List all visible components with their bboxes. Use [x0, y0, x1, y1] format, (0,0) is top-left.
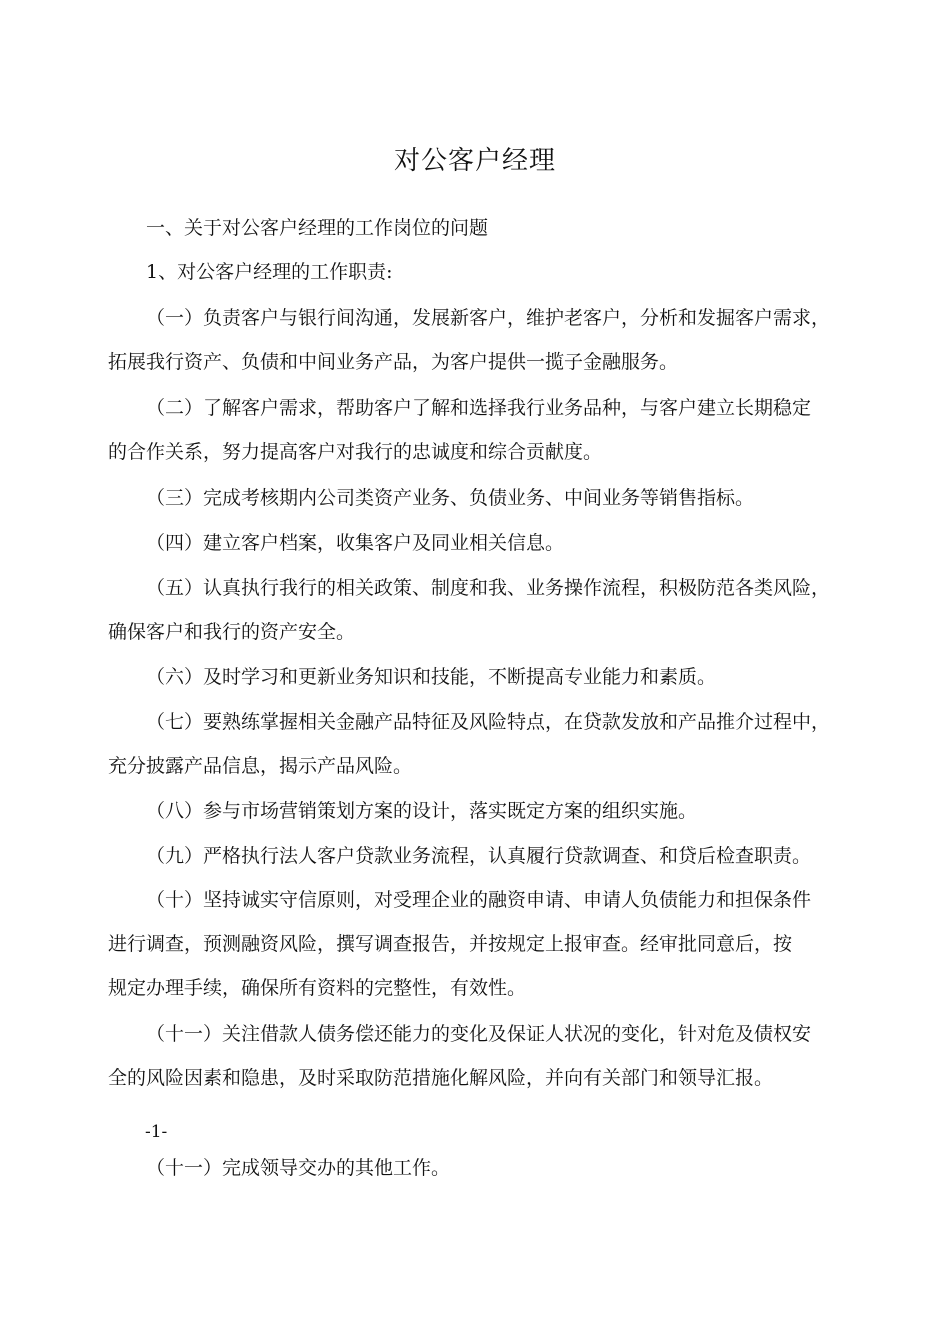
document-title: 对公客户经理 — [393, 146, 556, 176]
duty-item-2-line-1: （二）了解客户需求，帮助客户了解和选择我行业务品种，与客户建立长期稳定 — [146, 397, 812, 419]
duty-item-11-line-2: 全的风险因素和隐患，及时采取防范措施化解风险，并向有关部门和领导汇报。 — [108, 1067, 774, 1089]
duty-item-11-line-1: （十一）关注借款人债务偿还能力的变化及保证人状况的变化，针对危及债权安 — [146, 1023, 812, 1045]
duty-item-1-line-1: （一）负责客户与银行间沟通，发展新客户，维护老客户，分析和发掘客户需求， — [146, 307, 831, 329]
duty-item-7-line-2: 充分披露产品信息，揭示产品风险。 — [108, 755, 413, 777]
duty-item-4-line-1: （四）建立客户档案，收集客户及同业相关信息。 — [146, 532, 565, 554]
duty-item-8 — [108, 789, 868, 833]
subheading: 1、对公客户经理的工作职责: — [146, 261, 393, 283]
duty-item-5 — [108, 566, 868, 654]
duty-item-10-line-3: 规定办理手续，确保所有资料的完整性，有效性。 — [108, 977, 527, 999]
duty-item-4 — [108, 521, 868, 565]
duty-item-2-line-2: 的合作关系，努力提高客户对我行的忠诚度和综合贡献度。 — [108, 441, 603, 463]
duty-item-10 — [108, 878, 868, 1010]
duty-item-5-line-1: （五）认真执行我行的相关政策、制度和我、业务操作流程，积极防范各类风险， — [146, 577, 831, 599]
section-heading-block — [108, 206, 868, 250]
next-page-item — [108, 1146, 868, 1190]
duty-item-6-line-1: （六）及时学习和更新业务知识和技能，不断提高专业能力和素质。 — [146, 666, 717, 688]
duty-item-10-line-1: （十）坚持诚实守信原则，对受理企业的融资申请、申请人负债能力和担保条件 — [146, 889, 812, 911]
subheading-block — [108, 250, 868, 294]
duty-item-5-line-2: 确保客户和我行的资产安全。 — [108, 621, 356, 643]
duty-item-3 — [108, 476, 868, 520]
duty-item-11 — [108, 1012, 868, 1100]
next-page-item-line-1: （十一）完成领导交办的其他工作。 — [146, 1157, 451, 1179]
section-heading: 一、关于对公客户经理的工作岗位的问题 — [146, 217, 489, 239]
page-number: -1- — [145, 1122, 168, 1142]
duty-item-9-line-1: （九）严格执行法人客户贷款业务流程，认真履行贷款调查、和贷后检查职责。 — [146, 845, 812, 867]
duty-item-3-line-1: （三）完成考核期内公司类资产业务、负债业务、中间业务等销售指标。 — [146, 487, 755, 509]
duty-item-1-line-2: 拓展我行资产、负债和中间业务产品，为客户提供一揽子金融服务。 — [108, 351, 679, 373]
duty-item-10-line-2: 进行调查，预测融资风险，撰写调查报告，并按规定上报审查。经审批同意后，按 — [108, 933, 793, 955]
duty-item-8-line-1: （八）参与市场营销策划方案的设计，落实既定方案的组织实施。 — [146, 800, 698, 822]
duty-item-7 — [108, 700, 868, 788]
duty-item-2 — [108, 386, 868, 474]
duty-item-1 — [108, 296, 868, 384]
duty-item-7-line-1: （七）要熟练掌握相关金融产品特征及风险特点，在贷款发放和产品推介过程中， — [146, 711, 831, 733]
duty-item-6 — [108, 655, 868, 699]
duty-item-9 — [108, 834, 868, 878]
